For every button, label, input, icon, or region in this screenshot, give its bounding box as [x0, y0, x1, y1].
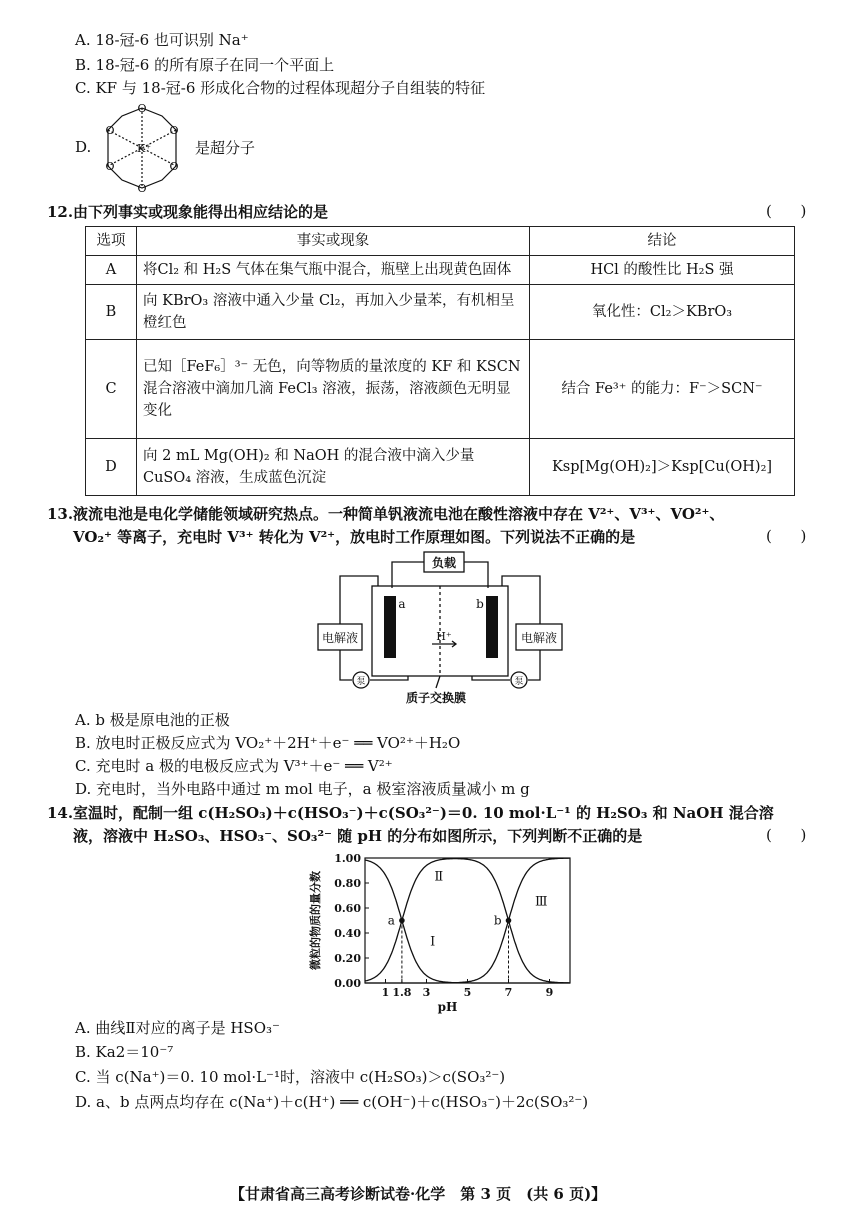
q13-number: 13. [47, 505, 74, 523]
ion-label: H⁺ [436, 630, 452, 643]
q14-option-a: A. 曲线Ⅱ对应的离子是 HSO₃⁻ [75, 1019, 280, 1037]
y-tick-label: 0.60 [334, 902, 361, 915]
q14-number: 14. [47, 804, 74, 822]
point-label: b [493, 913, 502, 928]
potassium-ion: K⁺ [136, 142, 152, 155]
table-row [86, 285, 795, 340]
flow-battery-diagram [312, 548, 567, 708]
q14-option-b: B. Ka2＝10⁻⁷ [75, 1043, 174, 1061]
table-row [86, 439, 795, 496]
row-fact: 将Cl₂ 和 H₂S 气体在集气瓶中混合，瓶壁上出现黄色固体 [137, 256, 530, 285]
header-fact: 事实或现象 [137, 227, 530, 256]
q12-stem: 由下列事实或现象能得出相应结论的是 [73, 203, 329, 221]
row-fact: 向 2 mL Mg(OH)₂ 和 NaOH 的混合液中滴入少量 CuSO₄ 溶液，生成蓝色沉淀 [137, 439, 530, 496]
row-conclusion: 氧化性：Cl₂＞KBrO₃ [530, 285, 795, 340]
load-label: 负载 [431, 556, 457, 570]
ring-oxygen-upper-left: O [105, 124, 115, 137]
q14-answer-bracket: ( ) [766, 826, 807, 844]
row-conclusion: Ksp[Mg(OH)₂]＞Ksp[Cu(OH)₂] [530, 439, 795, 496]
q12-table [85, 226, 795, 496]
q14-stem-line1: 室温时，配制一组 c(H₂SO₃)＋c(HSO₃⁻)＋c(SO₃²⁻)＝0. 10 mol·L⁻¹ 的 H₂SO₃ 和 NaOH 混合溶 [73, 804, 774, 822]
electrode-b-label: b [476, 597, 484, 611]
electrolyte-right-label: 电解液 [520, 631, 558, 645]
page-footer: 【甘肃省高三高考诊断试卷·化学 第 3 页 (共 6 页)】 [230, 1185, 607, 1203]
pump-right-label: 泵 [514, 677, 524, 687]
q11-option-a: A. 18-冠-6 也可识别 Na⁺ [75, 31, 249, 49]
q14-option-d: D. a、b 点两点均存在 c(Na⁺)＋c(H⁺) ══ c(OH⁻)＋c(HSO₃⁻)＋2c(SO₃²⁻) [75, 1093, 589, 1111]
q13-answer-bracket: ( ) [766, 527, 807, 545]
x-tick-label: 1.8 [392, 986, 412, 999]
row-option: A [86, 256, 137, 285]
row-option: C [86, 340, 137, 439]
ring-oxygen-upper-right: O [169, 124, 179, 137]
header-option: 选项 [86, 227, 137, 256]
q12-number: 12. [47, 203, 74, 221]
series-label: Ⅲ [535, 894, 548, 910]
y-tick-label: 0.00 [334, 977, 361, 990]
ring-oxygen-bottom: O [137, 182, 147, 195]
q14-option-c: C. 当 c(Na⁺)＝0. 10 mol·L⁻¹时，溶液中 c(H₂SO₃)＞c(SO₃²⁻) [75, 1068, 506, 1086]
x-tick-label: 5 [463, 986, 472, 999]
crown-ether-structure [92, 98, 192, 198]
row-fact: 已知［FeF₆］³⁻ 无色，向等物质的量浓度的 KF 和 KSCN 混合溶液中滴加几滴 FeCl₃ 溶液，振荡，溶液颜色无明显变化 [137, 340, 530, 439]
q14-stem-line2: 液，溶液中 H₂SO₃、HSO₃⁻、SO₃²⁻ 随 pH 的分布如图所示，下列判断不正确的是 [73, 827, 643, 845]
distribution-chart [305, 848, 575, 1018]
plot-frame [365, 858, 570, 983]
y-tick-label: 1.00 [334, 852, 361, 865]
q11-option-d-suffix: 是超分子 [195, 139, 256, 157]
series-line-1 [365, 860, 570, 983]
ring-oxygen-lower-left: O [105, 160, 115, 173]
q13-option-d: D. 充电时，当外电路中通过 m mol 电子，a 极室溶液质量减小 m g [75, 780, 530, 798]
row-conclusion: HCl 的酸性比 H₂S 强 [530, 256, 795, 285]
row-option: B [86, 285, 137, 340]
x-tick-label: 3 [422, 986, 431, 999]
q11-option-d-prefix: D. [75, 138, 92, 156]
row-conclusion: 结合 Fe³⁺ 的能力：F⁻＞SCN⁻ [530, 340, 795, 439]
electrode-b [486, 596, 498, 658]
q13-option-a: A. b 极是原电池的正极 [75, 711, 230, 729]
membrane-label: 质子交换膜 [405, 691, 467, 705]
row-fact: 向 KBrO₃ 溶液中通入少量 Cl₂，再加入少量苯，有机相呈橙红色 [137, 285, 530, 340]
x-tick-label: 7 [504, 986, 513, 999]
series-label: Ⅰ [430, 934, 436, 950]
series-line-2 [365, 859, 570, 983]
q13-option-c: C. 充电时 a 极的电极反应式为 V³⁺＋e⁻ ══ V²⁺ [75, 757, 393, 775]
electrolyte-left-label: 电解液 [321, 631, 359, 645]
point-label: a [387, 913, 395, 928]
q11-option-c: C. KF 与 18-冠-6 形成化合物的过程体现超分子自组装的特征 [75, 79, 486, 97]
data-point-b [506, 918, 512, 924]
q12-answer-bracket: ( ) [766, 202, 807, 220]
ring-oxygen-lower-right: O [169, 160, 179, 173]
y-axis-label: 微粒的物质的量分数 [309, 871, 322, 970]
q13-stem-line1: 液流电池是电化学储能领域研究热点。一种简单钒液流电池在酸性溶液中存在 V²⁺、V³⁺、VO²⁺、 [73, 505, 725, 523]
q12-table-header [86, 227, 795, 256]
table-row [86, 340, 795, 439]
y-tick-label: 0.40 [334, 927, 361, 940]
header-conclusion: 结论 [530, 227, 795, 256]
electrode-a-label: a [398, 597, 406, 611]
row-option: D [86, 439, 137, 496]
y-tick-label: 0.20 [334, 952, 361, 965]
q13-option-b: B. 放电时正极反应式为 VO₂⁺＋2H⁺＋e⁻ ══ VO²⁺＋H₂O [75, 734, 461, 752]
y-tick-label: 0.80 [334, 877, 361, 890]
series-label: Ⅱ [434, 869, 444, 885]
data-point-a [399, 918, 405, 924]
series-line-3 [365, 858, 570, 983]
electrode-a [384, 596, 396, 658]
pump-left-label: 泵 [356, 677, 366, 687]
q11-option-b: B. 18-冠-6 的所有原子在同一个平面上 [75, 56, 335, 74]
q13-stem-line2: VO₂⁺ 等离子，充电时 V³⁺ 转化为 V²⁺，放电时工作原理如图。下列说法不正确的是 [73, 528, 636, 546]
ring-oxygen-top: O [137, 102, 147, 115]
x-tick-label: 1 [381, 986, 390, 999]
x-tick-label: 9 [545, 986, 554, 999]
table-row [86, 256, 795, 285]
x-axis-label: pH [437, 1000, 458, 1014]
